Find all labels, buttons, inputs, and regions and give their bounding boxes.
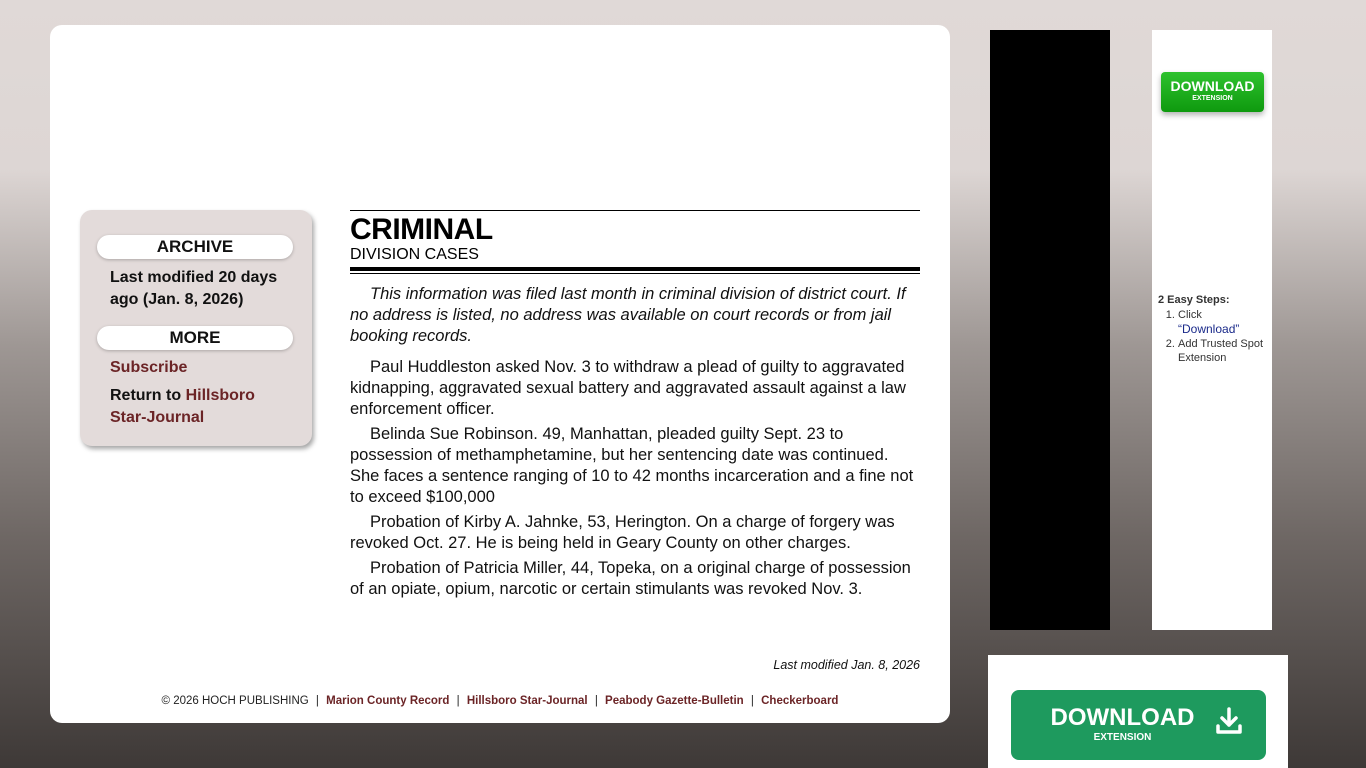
article-intro: This information was filed last month in criminal division of district court. If no address is listed, no address was available on court records or from jail booking records. bbox=[350, 285, 906, 345]
archive-heading: ARCHIVE bbox=[97, 235, 293, 259]
footer-link-marion-county-record[interactable]: Marion County Record bbox=[326, 695, 450, 707]
sidebar bbox=[80, 210, 312, 446]
footer-link-peabody-gazette-bulletin[interactable]: Peabody Gazette-Bulletin bbox=[605, 695, 744, 707]
article-paragraph: Probation of Kirby A. Jahnke, 53, Herington. On a charge of forgery was revoked Oct. 27. He is being held in Geary County on other charges. bbox=[350, 513, 895, 552]
article-paragraph: Paul Huddleston asked Nov. 3 to withdraw a plead of guilty to aggravated kidnapping, aggravated sexual battery and aggravated assault against a law enforcement officer. bbox=[350, 358, 906, 418]
footer-link-checkerboard[interactable]: Checkerboard bbox=[761, 695, 839, 707]
more-heading: MORE bbox=[97, 326, 293, 350]
article-paragraph: Belinda Sue Robinson. 49, Manhattan, pleaded guilty Sept. 23 to possession of methamphetamine, but her sentencing date was continued. She faces a sentence ranging of 10 to 42 months incarceration and a fine not to exceed $100,000 bbox=[350, 425, 914, 506]
ad-step-1: 1. Click “Download” bbox=[1178, 308, 1272, 337]
hillsboro-star-journal-link[interactable]: Hillsboro bbox=[185, 387, 255, 404]
ad-bottom-banner bbox=[988, 655, 1288, 768]
last-modified: Last modified Jan. 8, 2026 bbox=[773, 658, 920, 672]
article-title: CRIMINAL bbox=[350, 213, 493, 246]
ad-steps: 2 Easy Steps: 1. Click “Download” 2. Add Trusted Spot Extension bbox=[1158, 294, 1272, 365]
return-to-text: Return to Hillsboro Star-Journal bbox=[110, 387, 255, 426]
ad-black-banner[interactable] bbox=[990, 30, 1110, 630]
ad-bottom-download-button[interactable]: DOWNLOAD EXTENSION bbox=[1011, 690, 1266, 760]
title-rule-thin bbox=[350, 273, 920, 274]
ad-step-2: 2. Add Trusted Spot Extension bbox=[1178, 337, 1272, 365]
article-subtitle: DIVISION CASES bbox=[350, 246, 479, 263]
download-icon bbox=[1214, 706, 1244, 736]
article-paragraph: Probation of Patricia Miller, 44, Topeka, on a original charge of possession of an opiate, opium, narcotic or certain stimulants was revoked Nov. 3. bbox=[350, 559, 911, 598]
title-rule-top bbox=[350, 210, 920, 211]
ad-download-button[interactable]: DOWNLOAD EXTENSION bbox=[1161, 72, 1264, 112]
archive-modified-text: Last modified 20 days ago (Jan. 8, 2026) bbox=[110, 269, 278, 308]
hillsboro-star-journal-link-cont[interactable]: Star-Journal bbox=[110, 409, 205, 426]
ad-side-banner bbox=[1152, 30, 1272, 630]
article-card bbox=[50, 25, 950, 723]
footer-link-hillsboro-star-journal[interactable]: Hillsboro Star-Journal bbox=[466, 695, 588, 707]
article bbox=[350, 210, 920, 600]
title-rule-thick bbox=[350, 267, 920, 271]
copyright: © 2026 HOCH PUBLISHING bbox=[161, 695, 309, 707]
footer: © 2026 HOCH PUBLISHING | Marion County Record | Hillsboro Star-Journal | Peabody Gazette-Bulletin | Checkerboard bbox=[161, 695, 839, 707]
subscribe-link[interactable]: Subscribe bbox=[110, 359, 188, 376]
